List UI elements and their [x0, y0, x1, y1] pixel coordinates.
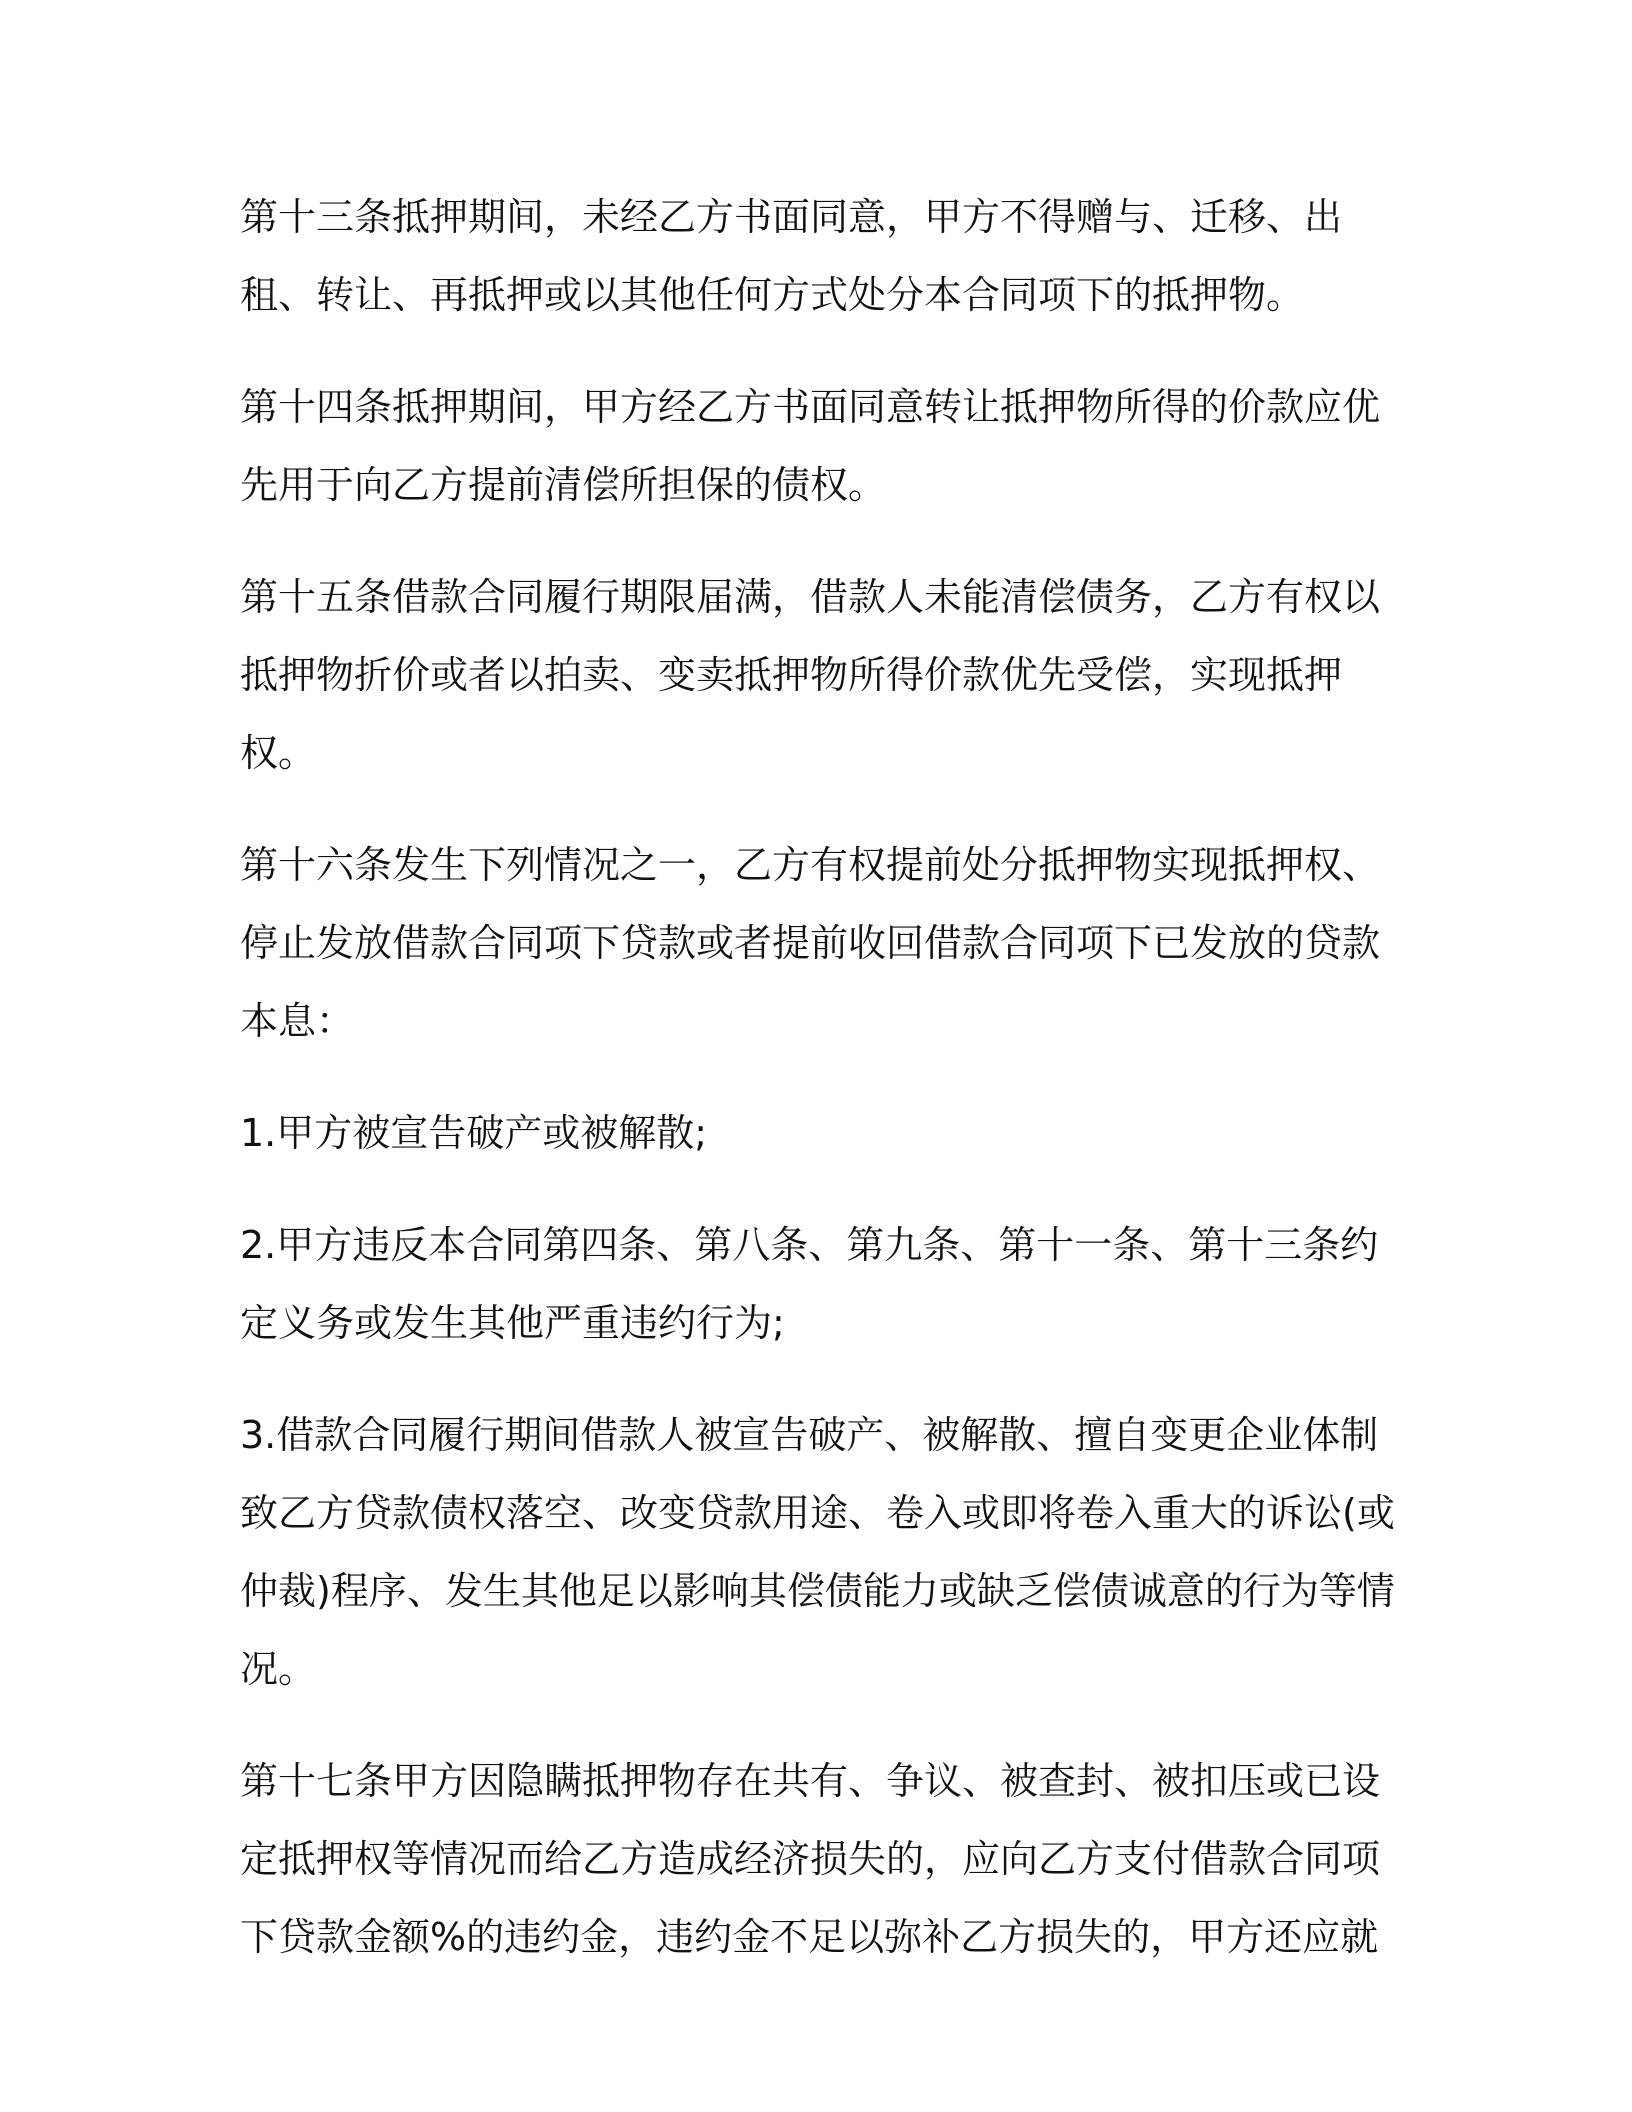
article-13-paragraph: 第十三条抵押期间，未经乙方书面同意，甲方不得赠与、迁移、出租、转让、再抵押或以其他任何方式处分本合同项下的抵押物。 — [240, 195, 1343, 317]
article-17-paragraph: 第十七条甲方因隐瞒抵押物存在共有、争议、被查封、被扣压或已设定抵押权等情况而给乙方造成经济损失的，应向乙方支付借款合同项下贷款金额%的违约金，违约金不足以弥补乙方损失的，甲方还应就 — [240, 1759, 1381, 1959]
article-16-item-3: 3.借款合同履行期间借款人被宣告破产、被解散、擅自变更企业体制致乙方贷款债权落空、改变贷款用途、卷入或即将卷入重大的诉讼(或仲裁)程序、发生其他足以影响其偿债能力或缺乏偿债诚意的行为等情况。 — [240, 1413, 1395, 1691]
article-16-item-1: 1.甲方被宣告破产或被解散; — [240, 1111, 708, 1155]
article-14-paragraph: 第十四条抵押期间，甲方经乙方书面同意转让抵押物所得的价款应优先用于向乙方提前清偿所担保的债权。 — [240, 385, 1381, 507]
article-16-item-2: 2.甲方违反本合同第四条、第八条、第九条、第十一条、第十三条约定义务或发生其他严重违约行为; — [240, 1223, 1379, 1345]
article-15-paragraph: 第十五条借款合同履行期限届满，借款人未能清偿债务，乙方有权以抵押物折价或者以拍卖、变卖抵押物所得价款优先受偿，实现抵押权。 — [240, 575, 1381, 775]
article-16-paragraph: 第十六条发生下列情况之一，乙方有权提前处分抵押物实现抵押权、停止发放借款合同项下贷款或者提前收回借款合同项下已发放的贷款本息： — [240, 843, 1381, 1043]
